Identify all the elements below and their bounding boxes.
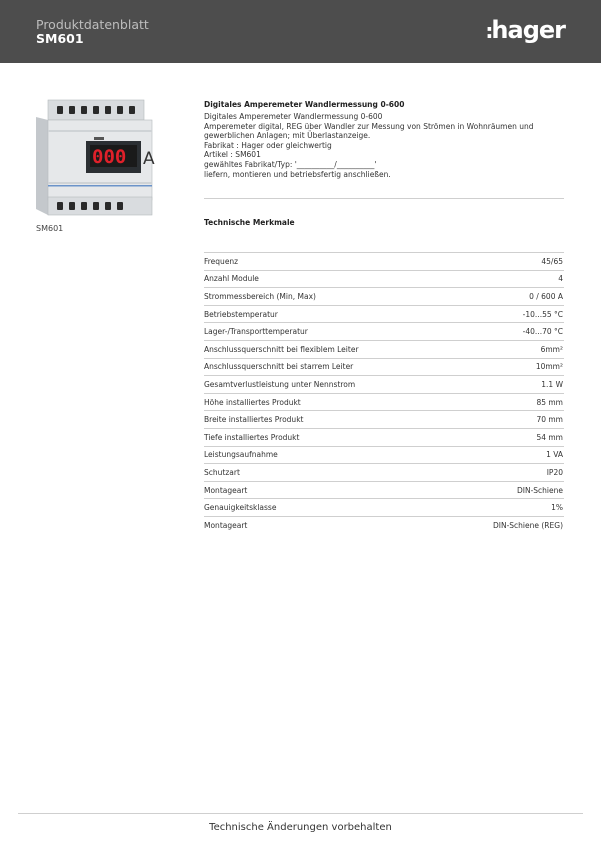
spec-row bbox=[204, 447, 564, 465]
description-body bbox=[204, 112, 564, 179]
description-line: gewähltes Fabrikat/Typ: '__________/__________' bbox=[204, 159, 377, 169]
spec-row bbox=[204, 271, 564, 289]
spec-value: 1 VA bbox=[546, 450, 563, 460]
spec-label: Anzahl Module bbox=[204, 274, 259, 284]
product-image-caption: SM601 bbox=[36, 224, 64, 233]
spec-label: Schutzart bbox=[204, 467, 240, 477]
spec-row bbox=[204, 288, 564, 306]
display-digits: 000 bbox=[92, 146, 127, 168]
spec-row bbox=[204, 323, 564, 341]
spec-row bbox=[204, 482, 564, 500]
spec-value: 1% bbox=[551, 503, 563, 513]
spec-value: 45/65 bbox=[541, 256, 563, 266]
display-unit: A bbox=[143, 149, 155, 169]
spec-row bbox=[204, 306, 564, 324]
spec-row bbox=[204, 499, 564, 517]
document-type-label: Produktdatenblatt bbox=[36, 17, 149, 32]
spec-value: 1.1 W bbox=[541, 379, 563, 389]
product-code-title: SM601 bbox=[36, 31, 84, 46]
footer-divider bbox=[18, 813, 583, 814]
logo-text: hager bbox=[491, 16, 565, 44]
hager-logo: :hager bbox=[485, 16, 565, 44]
spec-value: DIN-Schiene bbox=[516, 485, 563, 495]
description-line: Amperemeter digital, REG über Wandler zur Messung von Strömen in Wohnräumen und bbox=[204, 121, 534, 131]
spec-row bbox=[204, 253, 564, 271]
spec-label: Anschlussquerschnitt bei flexiblem Leiter bbox=[204, 344, 359, 354]
spec-label: Montageart bbox=[204, 485, 248, 495]
spec-row bbox=[204, 341, 564, 359]
spec-value: 70 mm bbox=[536, 415, 563, 425]
spec-label: Anschlussquerschnitt bei starrem Leiter bbox=[204, 362, 354, 372]
spec-label: Strommessbereich (Min, Max) bbox=[204, 291, 316, 301]
description-line: Digitales Amperemeter Wandlermessung 0-600 bbox=[204, 112, 383, 121]
description-line: Fabrikat : Hager oder gleichwertig bbox=[204, 140, 332, 150]
spec-row bbox=[204, 394, 564, 412]
spec-row bbox=[204, 376, 564, 394]
description-line: liefern, montieren und betriebsfertig anschließen. bbox=[204, 169, 391, 179]
section-divider bbox=[204, 198, 564, 199]
spec-label: Betriebstemperatur bbox=[204, 309, 278, 319]
spec-label: Gesamtverlustleistung unter Nennstrom bbox=[204, 379, 356, 389]
spec-row bbox=[204, 464, 564, 482]
page-header bbox=[0, 0, 601, 63]
description-line: gewerblichen Anlagen; mit Überlastanzeige. bbox=[204, 131, 371, 141]
spec-label: Lager-/Transporttemperatur bbox=[204, 327, 308, 337]
spec-label: Höhe installiertes Produkt bbox=[204, 397, 301, 407]
spec-label: Tiefe installiertes Produkt bbox=[204, 432, 300, 442]
spec-label: Frequenz bbox=[204, 256, 239, 266]
spec-value: -40...70 °C bbox=[522, 327, 563, 337]
spec-label: Leistungsaufnahme bbox=[204, 450, 278, 460]
spec-value: DIN-Schiene (REG) bbox=[492, 521, 563, 531]
spec-value: 4 bbox=[558, 274, 563, 284]
spec-row bbox=[204, 411, 564, 429]
spec-value: 6mm² bbox=[540, 344, 563, 354]
spec-label: Genauigkeitsklasse bbox=[204, 503, 277, 513]
description-line: Artikel : SM601 bbox=[204, 150, 261, 160]
spec-label: Breite installiertes Produkt bbox=[204, 415, 304, 425]
spec-row bbox=[204, 359, 564, 377]
spec-label: Montageart bbox=[204, 521, 248, 531]
spec-row bbox=[204, 517, 564, 535]
spec-value: 85 mm bbox=[536, 397, 563, 407]
spec-value: 10mm² bbox=[535, 362, 563, 372]
description-title: Digitales Amperemeter Wandlermessung 0-600 bbox=[204, 100, 405, 109]
spec-row bbox=[204, 429, 564, 447]
spec-value: 54 mm bbox=[536, 432, 563, 442]
product-image bbox=[36, 97, 158, 217]
spec-table bbox=[204, 252, 564, 535]
footer-note: Technische Änderungen vorbehalten bbox=[209, 822, 392, 833]
spec-value: IP20 bbox=[546, 467, 563, 477]
technical-section-title: Technische Merkmale bbox=[204, 218, 295, 227]
spec-value: -10...55 °C bbox=[522, 309, 563, 319]
spec-value: 0 / 600 A bbox=[529, 291, 563, 301]
